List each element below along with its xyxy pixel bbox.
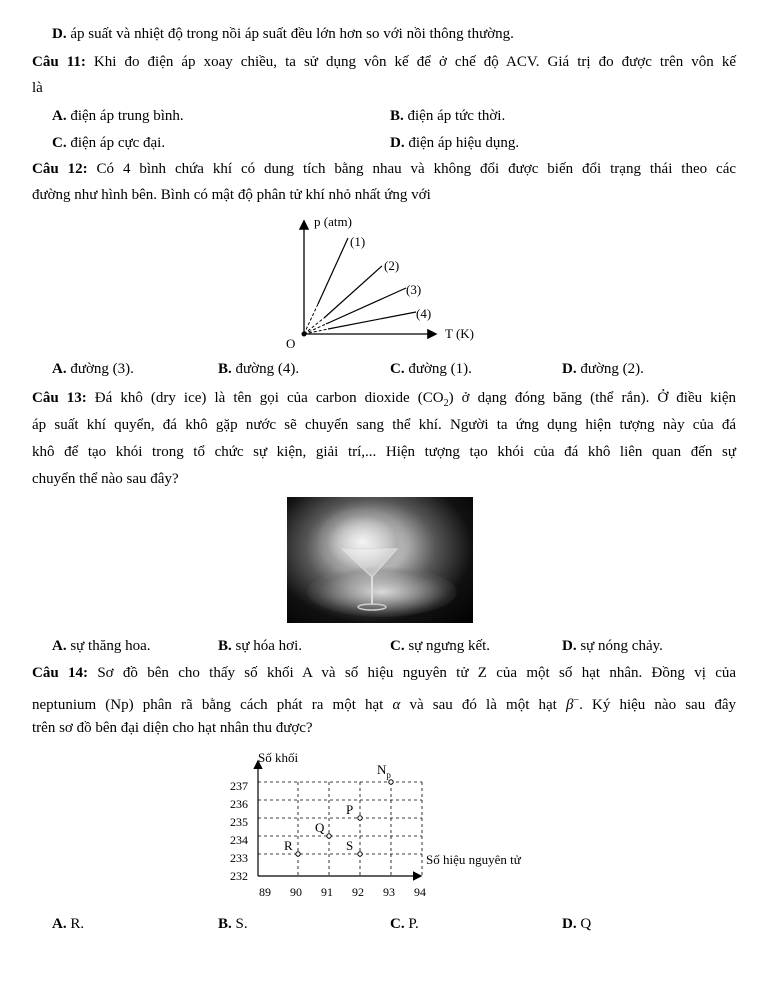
line-1-dashed [304, 304, 318, 334]
y-tick-label: 232 [230, 869, 248, 883]
y-tick-label: 233 [230, 851, 248, 865]
q14-option-c[interactable]: C. P. [390, 916, 419, 932]
chart-x-ticks [259, 885, 426, 899]
line-1-label: (1) [350, 234, 366, 249]
question-14-line2: neptunium (Np) phân rã bằng cách phát ra một hạt α và sau đó là một hạt β−. Ký hiệu nào sau đây [32, 695, 737, 713]
x-axis-label: T (K) [445, 326, 475, 341]
question-12-cont: đường như hình bên. Bình có mật độ phân tử khí nhỏ nhất ứng với [32, 187, 431, 203]
point-n [389, 780, 393, 784]
x-tick-label: 93 [383, 885, 395, 899]
q12-option-a[interactable]: A. đường (3). [52, 361, 134, 377]
chart-y-ticks [230, 779, 248, 883]
q12-option-b[interactable]: B. đường (4). [218, 361, 300, 377]
q14-option-b[interactable]: B. S. [218, 916, 248, 932]
x-tick-label: 94 [414, 885, 426, 899]
chart-grid [258, 782, 422, 876]
point-label-p: P [346, 802, 354, 817]
q13-option-c[interactable]: C. sự ngưng kết. [390, 638, 491, 654]
cocktail-glass-icon [287, 497, 473, 623]
origin-label: O [286, 336, 296, 350]
question-label: Câu 12: [32, 161, 88, 177]
q11-option-b[interactable]: B. điện áp tức thời. [390, 108, 506, 124]
line-1 [318, 238, 348, 304]
line-4-dashed [304, 329, 328, 334]
question-13-line3: khô để tạo khói trong tổ chức sự kiện, giải trí,... Hiện tượng tạo khói của đá khô liên quan đến sự [32, 444, 736, 460]
question-13-line4: chuyển thể nào sau đây? [32, 471, 179, 487]
line-2-label: (2) [384, 258, 400, 273]
q12-option-d[interactable]: D. đường (2). [562, 361, 644, 377]
question-13: Câu 13: Đá khô (dry ice) là tên gọi của carbon dioxide $(CO_2)$ ở dạng đóng băng (thể rắn). Ở điều kiện [32, 390, 737, 409]
line-4-label: (4) [416, 306, 432, 321]
chart-points [284, 762, 393, 856]
q10-option-d: D. áp suất và nhiệt độ trong nồi áp suất đều lớn hơn so với nồi thông thường. [52, 26, 514, 42]
q14-option-d[interactable]: D. Q [562, 916, 592, 932]
x-tick-label: 91 [321, 885, 333, 899]
line-3-label: (3) [406, 282, 422, 297]
chart-x-label: Số hiệu nguyên tử [426, 852, 521, 867]
y-tick-label: 237 [230, 779, 248, 793]
point-label-n: $N_p$ [377, 762, 391, 780]
q12-option-c[interactable]: C. đường (1). [390, 361, 472, 377]
y-tick-label: 235 [230, 815, 248, 829]
point-r [296, 852, 300, 856]
q11-option-a[interactable]: A. điện áp trung bình. [52, 108, 184, 124]
question-label: Câu 13: [32, 390, 87, 406]
x-tick-label: 92 [352, 885, 364, 899]
y-tick-label: 234 [230, 833, 248, 847]
question-12: Câu 12: Có 4 bình chứa khí có dung tích bằng nhau và không đổi được biến đổi trạng thái theo các [32, 161, 737, 177]
chart-y-label: Số khối [258, 750, 299, 765]
question-13-line2: áp suất khí quyển, đá khô gặp nước sẽ chuyển sang thể khí. Người ta ứng dụng hiện tượng này của đá [32, 417, 736, 433]
q14-option-a[interactable]: A. R. [52, 916, 85, 932]
line-2 [324, 266, 382, 318]
question-14-line3: trên sơ đồ bên đại diện cho hạt nhân thu được? [32, 720, 313, 736]
dry-ice-photo [287, 497, 473, 623]
mass-atomic-number-chart [220, 744, 550, 904]
question-14: Câu 14: Sơ đồ bên cho thấy số khối A và số hiệu nguyên tử Z của một số hạt nhân. Đồng vị của [32, 665, 737, 681]
question-11: Câu 11: Khi đo điện áp xoay chiều, ta sử dụng vôn kế để ở chế độ ACV. Giá trị đo được trên vôn kế [32, 54, 736, 70]
line-3-dashed [304, 324, 326, 334]
question-label: Câu 11: [32, 54, 86, 70]
question-label: Câu 14: [32, 665, 88, 681]
alpha-symbol: α [392, 697, 401, 713]
co2-formula: CO [422, 390, 444, 406]
q11-option-c[interactable]: C. điện áp cực đại. [52, 135, 166, 151]
point-label-r: R [284, 838, 293, 853]
q11-option-d[interactable]: D. điện áp hiệu dụng. [390, 135, 520, 151]
x-tick-label: 90 [290, 885, 302, 899]
y-axis-label: p (atm) [314, 214, 352, 229]
point-q [327, 834, 331, 838]
y-tick-label: 236 [230, 797, 248, 811]
q13-option-d[interactable]: D. sự nóng chảy. [562, 638, 663, 654]
point-label-q: Q [315, 820, 325, 835]
pt-graph [270, 208, 510, 350]
point-s [358, 852, 362, 856]
option-label: D. [52, 26, 67, 42]
point-label-s: S [346, 838, 354, 853]
beta-symbol: β [565, 697, 574, 713]
question-11-cont: là [32, 80, 43, 96]
q13-option-a[interactable]: A. sự thăng hoa. [52, 638, 151, 654]
x-tick-label: 89 [259, 885, 271, 899]
point-p [358, 816, 362, 820]
q13-option-b[interactable]: B. sự hóa hơi. [218, 638, 302, 654]
line-4 [328, 312, 416, 329]
